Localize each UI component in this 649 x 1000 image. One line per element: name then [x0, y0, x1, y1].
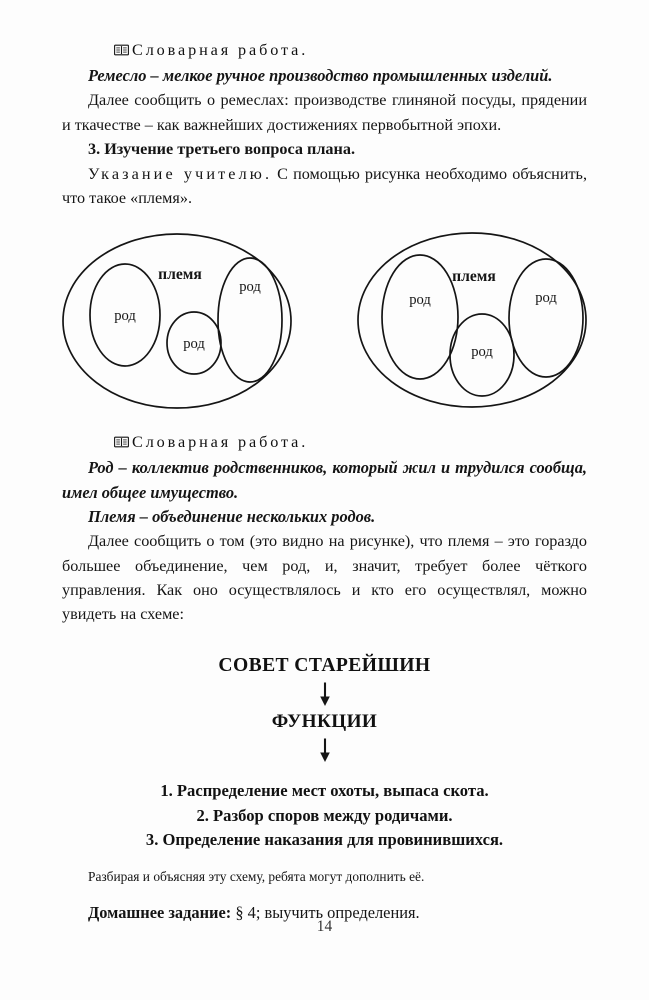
- paragraph-tribe-explanation: Далее сообщить о том (это видно на рисунке), что племя – это гораздо большее объединение, чем род, и, значит, требует более чёткого управления. Как оно осуществлялось и кто его осуществлял, можно увидеть на схеме:: [62, 532, 587, 624]
- tribe-clan-diagram-group: [62, 224, 587, 416]
- scheme-title: СОВЕТ СТАРЕЙШИН: [218, 655, 431, 677]
- elders-council-scheme: [62, 654, 587, 853]
- definition-remeslo: Ремесло – мелкое ручное производство промышленных изделий.: [88, 66, 553, 85]
- instruction-rest-text: С помощью рисунка необходимо объяснить, что такое «племя».: [62, 164, 587, 208]
- inner-ellipse-clan-left-3: [218, 258, 282, 382]
- down-arrow-icon: [62, 682, 587, 707]
- diagram-right: [358, 233, 586, 407]
- label-clan-left-2: род: [183, 336, 205, 353]
- scheme-note: Разбирая и объясняя эту схему, ребята могут дополнить её.: [88, 868, 425, 884]
- scheme-function-item: 2. Разбор споров между родичами.: [196, 805, 453, 825]
- homework-text: § 4; выучить определения.: [231, 902, 420, 922]
- label-clan-left-1: род: [114, 308, 136, 325]
- tribe-clan-diagram-svg: [62, 224, 587, 416]
- vocabulary-heading-2: [62, 430, 587, 456]
- homework-label: Домашнее задание:: [88, 902, 232, 922]
- label-clan-left-3: род: [239, 279, 261, 296]
- paragraph-crafts: Далее сообщить о ремеслах: производстве глиняной посуды, прядении и ткачестве – как важнейших достижениях первобытной эпохи.: [62, 91, 587, 134]
- label-tribe-right: племя: [452, 268, 496, 286]
- diagram-left: [63, 234, 291, 408]
- inner-ellipse-clan-right-3: [509, 259, 583, 377]
- scheme-function-item: 3. Определение наказания для провинившихся.: [145, 830, 504, 850]
- open-book-icon: [88, 431, 129, 456]
- inner-ellipse-clan-right-1: [382, 255, 458, 379]
- vocabulary-heading-2-label: Словарная работа.: [132, 433, 309, 452]
- paragraph-teacher-instruction: [62, 162, 587, 210]
- instruction-lead-label: Указание учителю.: [88, 164, 273, 183]
- vocabulary-heading-1-label: Словарная работа.: [132, 41, 309, 59]
- scheme-functions-list: [62, 779, 587, 853]
- page-number: 14: [316, 918, 333, 935]
- scheme-function-item: 1. Распределение мест охоты, выпаса скота.: [160, 781, 489, 801]
- down-arrow-icon: [62, 738, 587, 763]
- label-tribe-left: племя: [158, 266, 202, 284]
- definition-rod: Род – коллектив родственников, который жил и трудился сообща, имел общее имущество.: [62, 458, 587, 502]
- label-clan-right-3: род: [535, 290, 557, 307]
- subheading-question-three: 3. Изучение третьего вопроса плана.: [88, 139, 355, 158]
- page-content: [62, 38, 587, 925]
- label-clan-right-2: род: [471, 344, 493, 361]
- scheme-subtitle: ФУНКЦИИ: [271, 711, 378, 733]
- label-clan-right-1: род: [409, 292, 431, 309]
- open-book-icon: [88, 39, 129, 64]
- vocabulary-heading-1: [62, 38, 587, 64]
- definition-plemya: Племя – объединение нескольких родов.: [88, 507, 376, 527]
